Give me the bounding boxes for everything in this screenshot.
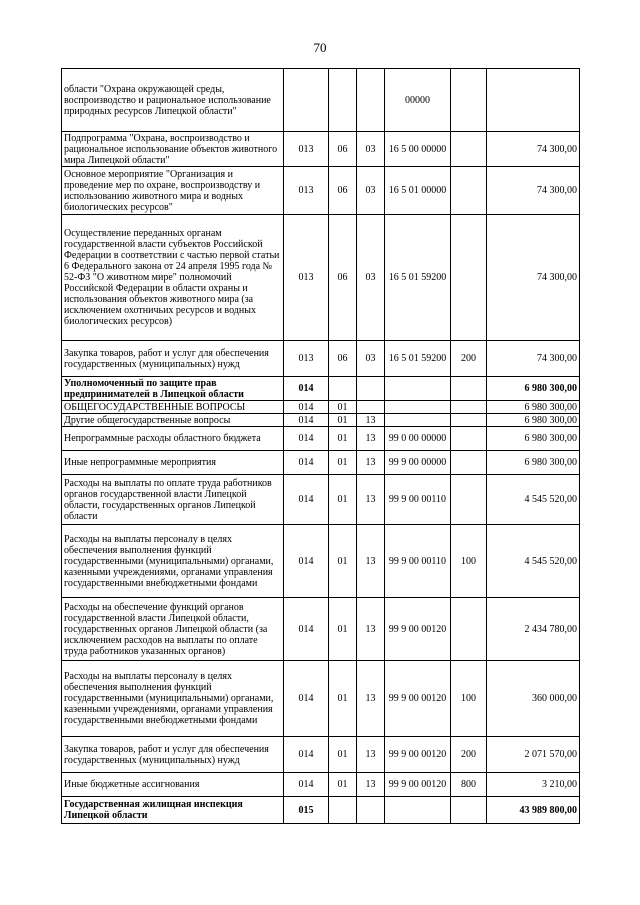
row-ved-code: 015 (284, 797, 329, 824)
row-name: Иные непрограммные мероприятия (62, 451, 284, 475)
row-subsection-code: 03 (357, 167, 385, 215)
row-ved-code: 014 (284, 661, 329, 737)
row-target-article-code: 99 0 00 00000 (385, 427, 451, 451)
row-amount: 4 545 520,00 (487, 525, 580, 598)
row-name: Государственная жилищная инспекция Липецкой области (62, 797, 284, 824)
row-name: Закупка товаров, работ и услуг для обеспечения государственных (муниципальных) нужд (62, 341, 284, 377)
row-ved-code: 013 (284, 167, 329, 215)
row-section-code (329, 69, 357, 132)
row-subsection-code: 13 (357, 451, 385, 475)
row-target-article-code (385, 797, 451, 824)
row-name: Уполномоченный по защите прав предпринимателей в Липецкой области (62, 377, 284, 401)
row-ved-code (284, 69, 329, 132)
row-name: Основное мероприятие "Организация и проведение мер по охране, воспроизводству и использованию животного мира и водных биологических ресурсов" (62, 167, 284, 215)
row-ved-code: 014 (284, 737, 329, 773)
row-amount: 74 300,00 (487, 215, 580, 341)
row-subsection-code: 13 (357, 427, 385, 451)
table-row (62, 341, 580, 377)
row-amount: 360 000,00 (487, 661, 580, 737)
row-target-article-code (385, 414, 451, 427)
row-amount: 6 980 300,00 (487, 414, 580, 427)
row-section-code: 01 (329, 427, 357, 451)
row-section-code: 01 (329, 598, 357, 661)
row-expense-type-code: 200 (451, 737, 487, 773)
row-amount: 2 434 780,00 (487, 598, 580, 661)
row-ved-code: 014 (284, 773, 329, 797)
table-row (62, 427, 580, 451)
table-row (62, 661, 580, 737)
table-row (62, 377, 580, 401)
row-amount: 74 300,00 (487, 341, 580, 377)
row-section-code: 06 (329, 132, 357, 167)
table-row (62, 132, 580, 167)
row-amount: 43 989 800,00 (487, 797, 580, 824)
row-name: Подпрограмма "Охрана, воспроизводство и рациональное использование объектов животного мира Липецкой области" (62, 132, 284, 167)
row-expense-type-code (451, 598, 487, 661)
row-name: Расходы на выплаты по оплате труда работников органов государственной власти Липецкой области, государственных органов Липецкой области (62, 475, 284, 525)
row-ved-code: 013 (284, 341, 329, 377)
row-subsection-code (357, 401, 385, 414)
row-section-code: 06 (329, 341, 357, 377)
row-subsection-code: 03 (357, 341, 385, 377)
row-ved-code: 014 (284, 427, 329, 451)
row-target-article-code: 16 5 01 59200 (385, 215, 451, 341)
row-ved-code: 014 (284, 598, 329, 661)
row-expense-type-code: 800 (451, 773, 487, 797)
row-ved-code: 013 (284, 215, 329, 341)
table-row (62, 167, 580, 215)
row-expense-type-code: 200 (451, 341, 487, 377)
row-target-article-code (385, 377, 451, 401)
row-amount: 6 980 300,00 (487, 401, 580, 414)
row-amount: 3 210,00 (487, 773, 580, 797)
row-expense-type-code (451, 377, 487, 401)
table-row (62, 598, 580, 661)
row-subsection-code: 13 (357, 475, 385, 525)
row-name: Иные бюджетные ассигнования (62, 773, 284, 797)
row-expense-type-code (451, 797, 487, 824)
table-row (62, 797, 580, 824)
row-ved-code: 014 (284, 414, 329, 427)
row-expense-type-code: 100 (451, 661, 487, 737)
row-target-article-code: 99 9 00 00120 (385, 661, 451, 737)
row-target-article-code: 16 5 01 59200 (385, 341, 451, 377)
row-amount: 6 980 300,00 (487, 427, 580, 451)
row-section-code (329, 797, 357, 824)
row-expense-type-code (451, 215, 487, 341)
row-subsection-code (357, 377, 385, 401)
table-row (62, 475, 580, 525)
row-target-article-code: 99 9 00 00110 (385, 475, 451, 525)
row-name: Закупка товаров, работ и услуг для обеспечения государственных (муниципальных) нужд (62, 737, 284, 773)
table-row (62, 737, 580, 773)
row-subsection-code (357, 69, 385, 132)
row-expense-type-code (451, 167, 487, 215)
row-target-article-code: 16 5 00 00000 (385, 132, 451, 167)
table-row (62, 401, 580, 414)
budget-table (61, 68, 580, 824)
row-name: ОБЩЕГОСУДАРСТВЕННЫЕ ВОПРОСЫ (62, 401, 284, 414)
row-amount: 74 300,00 (487, 132, 580, 167)
row-expense-type-code (451, 427, 487, 451)
row-section-code: 01 (329, 401, 357, 414)
table-row (62, 525, 580, 598)
row-name: Расходы на выплаты персоналу в целях обеспечения выполнения функций государственными (муниципальными) органами, казенными учреждениями, органами управления государственными внебюджетными фондами (62, 661, 284, 737)
row-section-code: 01 (329, 737, 357, 773)
row-subsection-code (357, 797, 385, 824)
table-row (62, 414, 580, 427)
row-amount: 2 071 570,00 (487, 737, 580, 773)
row-section-code: 01 (329, 661, 357, 737)
row-section-code: 06 (329, 167, 357, 215)
row-expense-type-code (451, 401, 487, 414)
row-ved-code: 014 (284, 377, 329, 401)
row-section-code (329, 377, 357, 401)
row-name: области "Охрана окружающей среды, воспроизводство и рациональное использование природных ресурсов Липецкой области" (62, 69, 284, 132)
row-expense-type-code (451, 69, 487, 132)
row-target-article-code: 99 9 00 00120 (385, 773, 451, 797)
row-section-code: 01 (329, 451, 357, 475)
row-target-article-code: 16 5 01 00000 (385, 167, 451, 215)
row-amount (487, 69, 580, 132)
row-subsection-code: 03 (357, 132, 385, 167)
row-name: Непрограммные расходы областного бюджета (62, 427, 284, 451)
table-row (62, 773, 580, 797)
row-section-code: 01 (329, 773, 357, 797)
row-target-article-code: 00000 (385, 69, 451, 132)
row-subsection-code: 13 (357, 525, 385, 598)
row-subsection-code: 13 (357, 737, 385, 773)
row-target-article-code: 99 9 00 00120 (385, 737, 451, 773)
row-amount: 74 300,00 (487, 167, 580, 215)
table-row (62, 451, 580, 475)
row-target-article-code: 99 9 00 00110 (385, 525, 451, 598)
row-expense-type-code (451, 475, 487, 525)
row-expense-type-code (451, 132, 487, 167)
row-section-code: 01 (329, 475, 357, 525)
row-section-code: 01 (329, 414, 357, 427)
row-subsection-code: 13 (357, 414, 385, 427)
row-amount: 4 545 520,00 (487, 475, 580, 525)
row-subsection-code: 03 (357, 215, 385, 341)
row-target-article-code (385, 401, 451, 414)
row-expense-type-code: 100 (451, 525, 487, 598)
row-section-code: 01 (329, 525, 357, 598)
row-target-article-code: 99 9 00 00000 (385, 451, 451, 475)
table-row (62, 215, 580, 341)
row-ved-code: 014 (284, 451, 329, 475)
row-ved-code: 014 (284, 525, 329, 598)
row-ved-code: 014 (284, 401, 329, 414)
row-target-article-code: 99 9 00 00120 (385, 598, 451, 661)
row-subsection-code: 13 (357, 598, 385, 661)
row-ved-code: 013 (284, 132, 329, 167)
row-name: Другие общегосударственные вопросы (62, 414, 284, 427)
row-name: Расходы на выплаты персоналу в целях обеспечения выполнения функций государственными (муниципальными) органами, казенными учреждениями, органами управления государственными внебюджетными фондами (62, 525, 284, 598)
table-row (62, 69, 580, 132)
row-amount: 6 980 300,00 (487, 451, 580, 475)
row-subsection-code: 13 (357, 773, 385, 797)
row-expense-type-code (451, 414, 487, 427)
budget-table-body (62, 69, 580, 824)
row-amount: 6 980 300,00 (487, 377, 580, 401)
row-expense-type-code (451, 451, 487, 475)
page-number: 70 (313, 40, 327, 55)
row-name: Осуществление переданных органам государственной власти субъектов Российской Федерации в соответствии с частью первой статьи 6 Федерального закона от 24 апреля 1995 года № 52-ФЗ "О животном мире" полномочий Российской Федерации в области охраны и использования объектов животного мира (за исключением охотничьих ресурсов и водных биологических ресурсов) (62, 215, 284, 341)
row-name: Расходы на обеспечение функций органов государственной власти Липецкой области, государственных органов Липецкой области (за исключением расходов на выплаты по оплате труда работников указанных органов) (62, 598, 284, 661)
row-section-code: 06 (329, 215, 357, 341)
row-subsection-code: 13 (357, 661, 385, 737)
row-ved-code: 014 (284, 475, 329, 525)
